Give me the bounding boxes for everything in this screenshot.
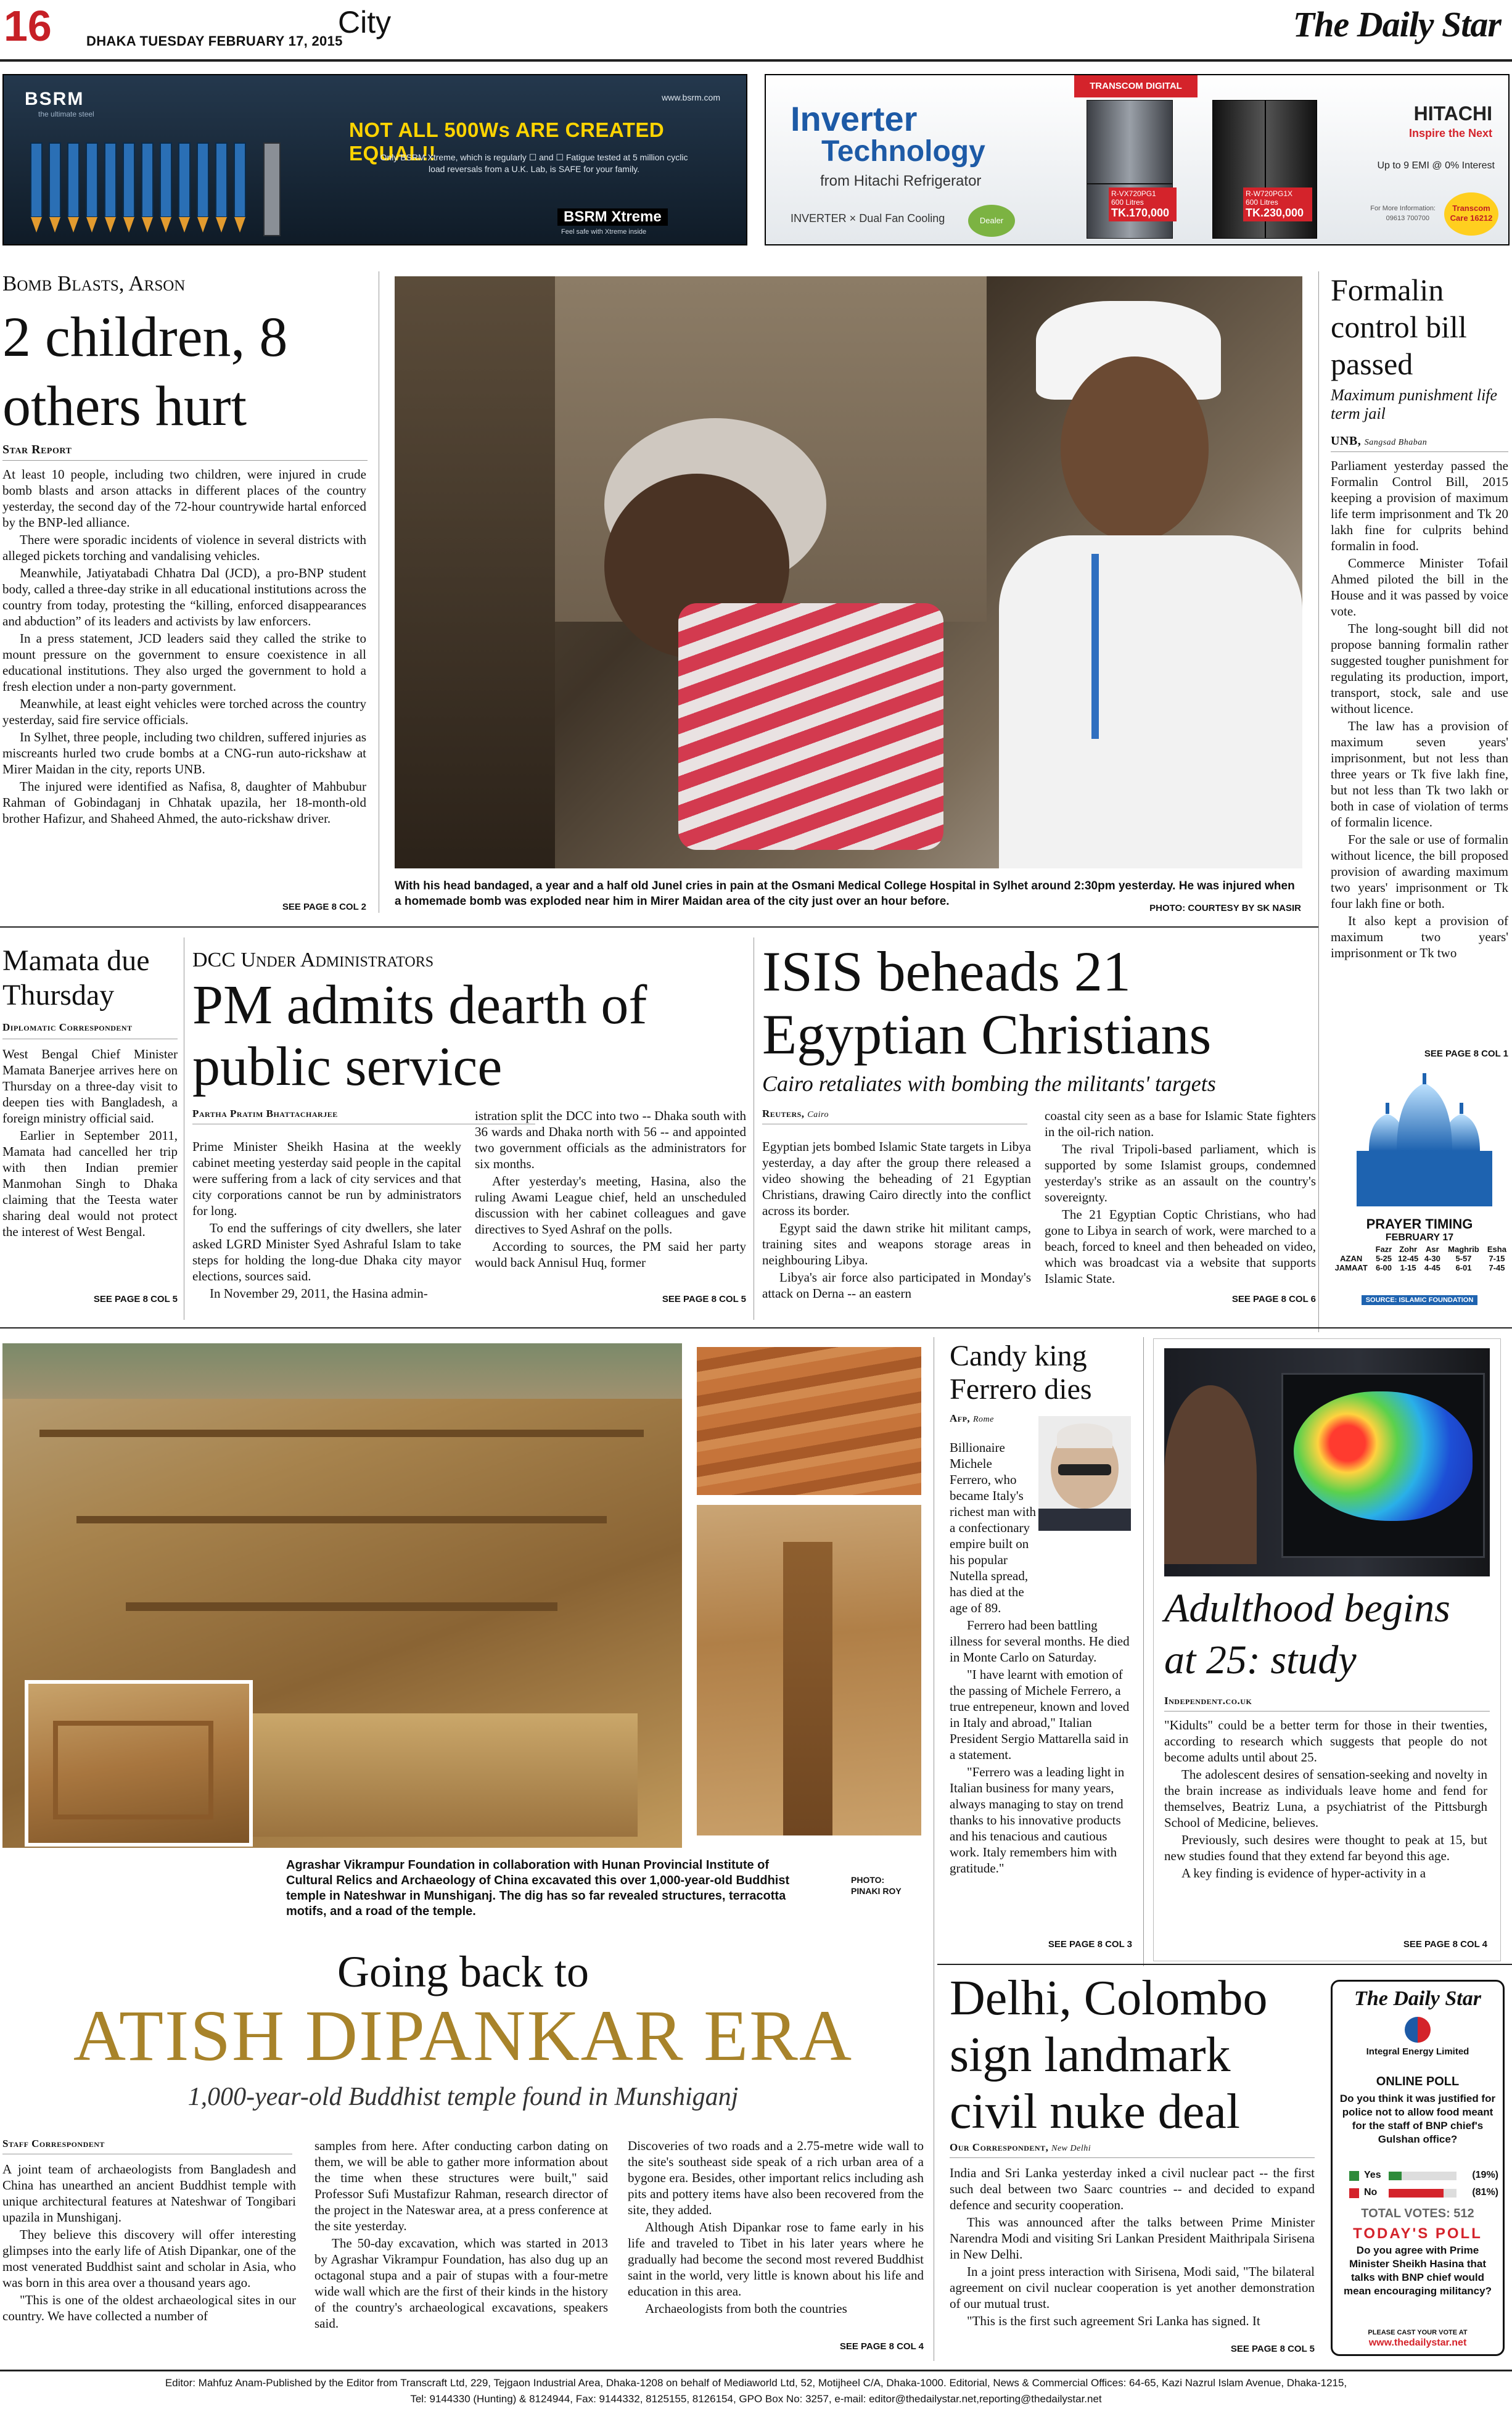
atish-col-3 [628, 2138, 924, 2318]
poll-yes-bar-track [1389, 2172, 1457, 2180]
nuke-paragraph: "This is the first such agreement Sri Lanka has signed. It [967, 2313, 1260, 2328]
poll-sponsor: Integral Energy Limited [1366, 2046, 1469, 2057]
fridge-2-price: TK.230,000 [1246, 207, 1304, 219]
formalin-paragraph: The long-sought bill did not propose banning formalin rather suggested tougher punishment for regulating its production, import, transport, stock, sale and use without licence. [1331, 621, 1508, 716]
atish-headline-main: ATISH DIPANKAR ERA [73, 1995, 853, 2076]
dcc-paragraph: After yesterday's meeting, Hasina, also the ruling Awami League chief, held an unscheduled discussion with her cabinet colleagues and gave directives to Syed Ashraf on the polls. [475, 1174, 746, 1237]
formalin-paragraph: For the sale or use of formalin without licence, the bill proposed provision of awarding maximum two years' imprisonment or Tk four lakh fine or both. [1331, 832, 1508, 911]
fridge-1-model: R-VX720PG1 [1111, 189, 1156, 198]
transcom-care-badge: Transcom Care 16212 [1444, 192, 1498, 236]
nuke-paragraph: India and Sri Lanka yesterday inked a civil nuclear pact -- the first such deal between two Saarc countries -- and decided to expand defence and security cooperation. [950, 2165, 1315, 2212]
bomb-byline: Star Report [2, 443, 72, 456]
hitachi-sub: from Hitachi Refrigerator [820, 173, 982, 189]
isis-deck: Cairo retaliates with bombing the militants' targets [762, 1071, 1216, 1096]
bsrm-ad[interactable] [2, 74, 747, 245]
nuke-byline-label: Our Correspondent, [950, 2141, 1049, 2153]
ferrero-paragraph: "Ferrero was a leading light in Italian business for many years, always managing to stay on trend thanks to his innovative products and his tenacious and cautious work. Italy remembers him with gratitude." [950, 1765, 1125, 1876]
nuke-headline: Delhi, Colombo sign landmark civil nuke deal [950, 1971, 1268, 2139]
isis-paragraph: Egypt said the dawn strike hit militant camps, training sites and weapons storage areas in neighbouring Libya. [762, 1221, 1031, 1267]
dcc-kicker: DCC Under Administrators [192, 949, 434, 971]
prayer-header: Asr [1425, 1245, 1439, 1254]
fridge-1-size: 600 Litres [1111, 198, 1144, 207]
bsrm-logo: BSRM [25, 89, 84, 109]
nuke-dateline: New Delhi [1051, 2144, 1091, 2153]
yes-check-icon [1349, 2171, 1359, 2181]
ferrero-see-page[interactable]: SEE PAGE 8 COL 3 [1048, 1939, 1132, 1950]
isis-paragraph: The rival Tripoli-based parliament, which is supported by some Islamist groups, condemned yesterday's strike as an assault on the country's sovereignty. [1045, 1142, 1316, 1205]
prayer-header: Zohr [1399, 1245, 1418, 1254]
mamata-paragraph: West Bengal Chief Minister Mamata Banerjee arrives here on Thursday on a three-day visit to deepen ties with Bangladesh, a foreign ministry official said. [2, 1047, 178, 1126]
isis-col-1 [762, 1139, 1031, 1303]
prayer-cell: AZAN [1340, 1254, 1363, 1263]
bomb-byline-rule [2, 460, 368, 461]
formalin-see-page[interactable]: SEE PAGE 8 COL 1 [1424, 1048, 1508, 1059]
poll-no-label: No [1364, 2187, 1378, 2198]
prayer-cell: 12-45 [1398, 1254, 1419, 1263]
atish-col-1 [2, 2161, 296, 2325]
isis-col-2 [1045, 1108, 1316, 1288]
bsrm-url: www.bsrm.com [662, 93, 720, 102]
prayer-header [1329, 1245, 1373, 1254]
fridge-2-price-tag [1243, 187, 1312, 221]
atish-paragraph: They believe this discovery will offer interesting glimpses into the early life of Atish Dipankar, one of the most venerated Buddhist saint and scholar in Asia, who was born in this area over a thousand years ago. [2, 2227, 296, 2290]
bsrm-product: BSRM Xtreme [557, 208, 668, 226]
poll-today-question: Do you agree with Prime Minister Sheikh Hasina that talks with BNP chief would mean encouraging militancy? [1344, 2244, 1492, 2297]
prayer-header: Fazr [1375, 1245, 1392, 1254]
prayer-header-row [1329, 1245, 1510, 1254]
hitachi-logo: HITACHI [1413, 102, 1492, 125]
nuke-byline-rule [950, 2157, 1315, 2158]
formalin-paragraph: It also kept a provision of maximum two years' imprisonment or Tk two [1331, 913, 1508, 960]
formalin-byline-rule [1331, 451, 1508, 452]
atish-paragraph: "This is one of the oldest archaeological sites in our country. We have collected a number of [2, 2292, 296, 2323]
poll-no-row[interactable] [1338, 2186, 1498, 2201]
atish-paragraph: samples from here. After conducting carbon dating on them, we will be able to gather more information about the time when these structures were built," said Professor Sufi Mustafizur Rahman, research director of the project in the Nateswar area, at a press conference at the site yesterday. [314, 2138, 608, 2233]
footer-line-1: Editor: Mahfuz Anam-Published by the Editor from Transcraft Ltd, 229, Tejgaon Industrial Area, Dhaka-1208 on behalf of Mediaworld Ltd, 52, Motijheel C/A, Dhaka-1000. Editorial, News & Commercial Offices: 64-65, Kazi Nazrul Islam Avenue, Dhaka-1215, [165, 2377, 1347, 2389]
row-rule-3 [937, 1964, 1512, 1965]
formalin-headline: Formalin control bill passed [1331, 273, 1467, 381]
prayer-cell: 5-57 [1455, 1254, 1472, 1263]
atish-paragraph: Archaeologists from both the countries [645, 2301, 847, 2316]
atish-paragraph: Discoveries of two roads and a 2.75-metre wide wall to the site's southeast side speak of a rich urban area of a bygone era. Besides, other important relics including ash pits and pottery items have also been recovered from the site, they added. [628, 2138, 924, 2217]
ferrero-paragraph: Ferrero had been battling illness for several months. He died in Monte Carlo on Saturday. [950, 1618, 1130, 1665]
hitachi-ad[interactable] [765, 74, 1510, 257]
formalin-deck: Maximum punishment life term jail [1331, 386, 1498, 422]
prayer-cell: 6-00 [1375, 1263, 1392, 1272]
mamata-paragraph: Earlier in September 2011, Mamata had cancelled her trip with then Indian premier Manmohan Singh to Dhaka claiming that the Teesta water sharing deal would not protect the interest of West Bengal. [2, 1128, 178, 1239]
atish-byline: Staff Correspondent [2, 2138, 105, 2149]
formalin-paragraph: Commerce Minister Tofail Ahmed piloted the bill in the House and it was passed by voice vote. [1331, 556, 1508, 619]
section-name: City [338, 5, 392, 39]
ferrero-byline [950, 1412, 994, 1425]
hospital-photo-credit: PHOTO: COURTESY BY SK NASIR [1149, 903, 1301, 913]
dcc-col-1 [192, 1139, 461, 1303]
dcc-headline: PM admits dearth of public service [192, 974, 647, 1097]
ferrero-paragraph: Billionaire Michele Ferrero, who became Italy's richest man with a confectionary empire built on his popular Nutella spread, has died at the age of 89. [950, 1440, 1036, 1615]
mamata-byline: Diplomatic Correspondent [2, 1021, 133, 1033]
excavation-caption: Agrashar Vikrampur Foundation in collaboration with Hunan Provincial Institute of Cultural Relics and Archaeology of China excavated this over 1,000-year-old Buddhist temple in Nateshwar in Munshiganj. The dig has so far revealed structures, terracotta motifs, and a road of the temple. [286, 1858, 790, 1918]
nurse-figure [999, 276, 1302, 868]
bomb-headline: 2 children, 8 others hurt [2, 305, 288, 437]
row-rule-1 [0, 926, 1318, 928]
atish-headline-top: Going back to [337, 1947, 589, 1996]
isis-headline: ISIS beheads 21 Egyptian Christians [762, 940, 1212, 1066]
bomb-paragraph: Meanwhile, at least eight vehicles were torched across the country yesterday, said fire service officials. [2, 696, 366, 727]
prayer-row [1329, 1263, 1510, 1272]
formalin-dateline: Sangsad Bhaban [1364, 438, 1428, 447]
adulthood-see-page[interactable]: SEE PAGE 8 COL 4 [1403, 1939, 1487, 1950]
formalin-paragraph: Parliament yesterday passed the Formalin Control Bill, 2015 keeping a provision of maximum life term imprisonment and Tk 20 lakh fine for culprits behind formalin in food. [1331, 458, 1508, 553]
bsrm-tagline: the ultimate steel [38, 110, 94, 118]
dealer-choice-badge: Dealer Choice [968, 205, 1015, 237]
bomb-paragraph: There were sporadic incidents of violence in several districts with alleged pickets torching and vandalising vehicles. [2, 532, 366, 563]
pencil-rods-graphic [22, 131, 312, 239]
nuke-paragraph: This was announced after the talks between Prime Minister Narendra Modi and visiting Sri Lankan President Maithripala Sirisena in New Delhi. [950, 2215, 1315, 2262]
adulthood-headline: Adulthood begins at 25: study [1164, 1586, 1450, 1683]
ferrero-headline: Candy king Ferrero dies [950, 1340, 1092, 1406]
atish-paragraph: The 50-day excavation, which was started in 2013 by Agrashar Vikrampur Foundation, has also dug up an octagonal stupa and a pair of stupas with a four-metre wide wall which are the first of their kinds in the history of the country's archaeological excavations, speakers said. [314, 2236, 608, 2331]
hitachi-emi: Up to 9 EMI @ 0% Interest [1377, 160, 1495, 171]
dcc-paragraph: Prime Minister Sheikh Hasina at the weekly cabinet meeting yesterday said people in the capital were suffering from a lack of city services and that city corporations cannot be run by administrators for long. [192, 1139, 461, 1218]
dcc-paragraph: In November 29, 2011, the Hasina admin- [210, 1286, 428, 1301]
isis-paragraph: Egyptian jets bombed Islamic State targets in Libya yesterday, a day after the group there released a video showing the beheading of 21 Egyptian Christians, drawing Cairo directly into the conflict across its border. [762, 1139, 1031, 1218]
footer-rule [0, 2370, 1512, 2371]
formalin-paragraph: The law has a provision of maximum seven years' imprisonment, but not less than three years or Tk five lakh fine, but not less than Tk two lakh or both in case of violation of terms of formalin licence. [1331, 719, 1508, 830]
dateline: DHAKA TUESDAY FEBRUARY 17, 2015 [86, 33, 343, 49]
dcc-paragraph: istration split the DCC into two -- Dhaka south with 36 wards and Dhaka north with 56 -- and appointed two government officials as the administrators for six months. [475, 1108, 746, 1171]
isis-paragraph: The 21 Egyptian Coptic Christians, who had gone to Libya in search of work, were marched to a beach, forced to kneel and then beheaded on video, which was broadcast via a website that supports Islamic State. [1045, 1207, 1316, 1286]
bsrm-product-tag: Feel safe with Xtreme inside [561, 228, 647, 236]
prayer-cell: 6-01 [1455, 1263, 1472, 1272]
atish-paragraph: Although Atish Dipankar rose to fame early in his life and traveled to Tibet in his later years where he gradually had become the second most revered Buddhist saint in the world, very little is known about his life and education in this area. [628, 2220, 924, 2299]
bomb-paragraph: At least 10 people, including two children, were injured in crude bomb blasts and arson attacks in different places of the country yesterday, the second day of the 72-hour countrywide hartal enforced by the BNP-led alliance. [2, 467, 366, 530]
poll-no-bar [1389, 2189, 1444, 2198]
poll-paper-logo: The Daily Star [1354, 1987, 1481, 2010]
prayer-cell: 7-15 [1489, 1254, 1505, 1263]
isis-agency: Reuters, [762, 1108, 805, 1119]
mamata-body [2, 1046, 178, 1241]
prayer-table [1329, 1245, 1510, 1272]
fridge-1-price-tag [1109, 187, 1177, 221]
road-dig-photo [697, 1505, 921, 1835]
poll-yes-label: Yes [1364, 2170, 1381, 2180]
integral-energy-icon [1405, 2017, 1431, 2043]
transcom-logo: TRANSCOM DIGITAL [1074, 75, 1198, 97]
poll-total: TOTAL VOTES: 512 [1361, 2207, 1474, 2220]
formalin-byline [1331, 434, 1427, 448]
poll-vote-cta: PLEASE CAST YOUR VOTE AT [1368, 2329, 1468, 2336]
bomb-see-page[interactable]: SEE PAGE 8 COL 2 [282, 902, 366, 912]
isis-paragraph: coastal city seen as a base for Islamic State fighters in the oil-rich nation. [1045, 1108, 1316, 1139]
prayer-row [1329, 1254, 1510, 1263]
adulthood-byline-rule [1164, 1711, 1490, 1712]
dcc-paragraph: To end the sufferings of city dwellers, she later asked LGRD Minister Syed Ashraful Islam to take steps for holding the long-due Dhaka city mayor elections, sources said. [192, 1221, 461, 1283]
atish-col-2 [314, 2138, 608, 2333]
prayer-cell: 7-45 [1489, 1263, 1505, 1272]
atish-paragraph: A joint team of archaeologists from Bangladesh and China has unearthed an ancient Buddhist temple with unique architectural features at Nateshwar of Tongibari upazila in Munshiganj. [2, 2162, 296, 2225]
excavation-credit-name: PINAKI ROY [851, 1886, 902, 1896]
prayer-title: PRAYER TIMING [1366, 1216, 1473, 1232]
row-rule-2 [0, 1327, 1512, 1329]
adulthood-paragraph: The adolescent desires of sensation-seeking and novelty in the brain increase as individuals leave home and fend for themselves, Beatriz Luna, a psychiatrist of the Pittsburgh School of Medicine, believes. [1164, 1767, 1487, 1830]
page-number: 16 [4, 2, 52, 50]
mamata-headline: Mamata due Thursday [2, 944, 150, 1011]
atish-see-page[interactable]: SEE PAGE 8 COL 4 [839, 2341, 924, 2352]
bomb-paragraph: In Sylhet, three people, including two children, suffered injuries as miscreants hurled two crude bombs at a CNG-run auto-rickshaw at Mirer Maidan in the city, reports UNB. [2, 730, 366, 777]
poll-yes-pct: (19%) [1472, 2170, 1498, 2180]
adulthood-paragraph: "Kidults" could be a better term for those in their twenties, according to research which suggests that people do not become adults until about 25. [1164, 1718, 1487, 1765]
col-rule-ferrero [1143, 1337, 1144, 1966]
fridge-2-model: R-W720PG1X [1246, 189, 1293, 198]
fridge-1-price: TK.170,000 [1111, 207, 1170, 219]
door-frame [395, 276, 555, 868]
hitachi-headline-1: Inverter [791, 99, 918, 138]
dcc-see-page[interactable]: SEE PAGE 8 COL 5 [662, 1294, 746, 1304]
prayer-cell: 1-15 [1400, 1263, 1416, 1272]
dcc-paragraph: According to sources, the PM said her party would back Annisul Huq, former [475, 1239, 746, 1270]
brain-scan-photo [1164, 1348, 1490, 1576]
prayer-header: Esha [1487, 1245, 1506, 1254]
dcc-byline: Partha Pratim Bhattacharjee [192, 1108, 338, 1119]
poll-title: ONLINE POLL [1376, 2075, 1460, 2088]
poll-yes-row[interactable] [1338, 2169, 1498, 2183]
prayer-date: FEBRUARY 17 [1385, 1232, 1454, 1243]
poll-no-bar-track [1389, 2189, 1457, 2198]
adulthood-paragraph: A key finding is evidence of hyper-activity in a [1181, 1866, 1426, 1881]
prayer-header: Maghrib [1448, 1245, 1479, 1254]
bomb-paragraph: In a press statement, JCD leaders said they called the strike to mount pressure on the government to ensure coexistence in all educational institutions. They also urged the government to hold a fresh election under a non-party government. [2, 631, 366, 694]
dcc-col-2 [475, 1108, 746, 1272]
isis-byline [762, 1108, 829, 1120]
isis-see-page[interactable]: SEE PAGE 8 COL 6 [1231, 1294, 1316, 1304]
prayer-cell: 4-30 [1424, 1254, 1440, 1263]
bomb-body [2, 466, 366, 828]
paper-logo: The Daily Star [1292, 4, 1501, 44]
bomb-paragraph: Meanwhile, Jatiyatabadi Chhatra Dal (JCD), a pro-BNP student body, called a three-day strike in all educational institutions across the country from today, protesting the “killing, enforced disappearances and abduction” of its leaders and activists by law enforcers. [2, 566, 366, 628]
bomb-paragraph: The injured were identified as Nafisa, 8, daughter of Mahbubur Rahman of Gobindaganj in Chhatak upazila, her 18-month-old brother Hafizur, and Shaheed Ahmed, the auto-rickshaw driver. [2, 779, 366, 826]
atish-deck: 1,000-year-old Buddhist temple found in Munshiganj [187, 2083, 739, 2111]
hitachi-brand-tag: Inspire the Next [1408, 127, 1492, 139]
isis-paragraph: Libya's air force also participated in Monday's attack on Derna -- an eastern [762, 1270, 1031, 1301]
prayer-cell: JAMAAT [1334, 1263, 1368, 1272]
poll-no-pct: (81%) [1472, 2187, 1498, 2198]
mosque-domes-graphic [1350, 1071, 1498, 1206]
ferrero-paragraph: "I have learnt with emotion of the passing of Michele Ferrero, a true entrepeneur, known and loved in Italy and abroad," Italian President Sergio Mattarella said in a statement. [950, 1667, 1130, 1762]
ferrero-agency: Afp, [950, 1412, 971, 1424]
adulthood-byline: Independent.co.uk [1164, 1695, 1252, 1707]
formalin-agency: UNB, [1331, 434, 1362, 448]
nuke-paragraph: In a joint press interaction with Sirisena, Modi said, "The bilateral agreement on civil nuclear cooperation is yet another demonstration of our mutual trust. [950, 2264, 1315, 2311]
hospital-photo [395, 276, 1302, 868]
isis-dateline: Cairo [807, 1110, 829, 1119]
terracotta-photo [697, 1347, 921, 1495]
adulthood-body [1164, 1717, 1487, 1882]
ferrero-body [950, 1440, 1132, 1877]
poll-question: Do you think it was justified for police not to allow food meant for the staff of BNP chief's Gulshan office? [1339, 2093, 1496, 2145]
bomb-kicker: Bomb Blasts, Arson [2, 271, 186, 295]
hitachi-headline-2: Technology [821, 135, 985, 168]
masthead-rule [0, 59, 1512, 62]
bsrm-headline: NOT ALL 500Ws ARE CREATED EQUAL!! [349, 118, 665, 165]
formalin-body [1331, 458, 1508, 962]
poll-vote-url[interactable]: www.thedailystar.net [1368, 2338, 1467, 2348]
adulthood-paragraph: Previously, such desires were thought to peak at 15, but new studies found that they extend far beyond this age. [1164, 1832, 1487, 1863]
excavation-credit-label: PHOTO: [851, 1875, 885, 1885]
poll-today-title: TODAY'S POLL [1353, 2225, 1482, 2242]
hitachi-phone: 09613 700700 [1386, 215, 1429, 222]
child-figure [580, 418, 974, 850]
nuke-body [950, 2165, 1315, 2330]
fridge-2-size: 600 Litres [1246, 198, 1278, 207]
mamata-see-page[interactable]: SEE PAGE 8 COL 5 [93, 1294, 178, 1304]
hospital-photo-caption: With his head bandaged, a year and a half old Junel cries in pain at the Osmani Medical College Hospital in Sylhet around 2:30pm yesterday. He was injured when a homemade bomb was exploded near him in Mirer Maidan area of the city just over an hour before. [395, 880, 1295, 908]
nuke-byline [950, 2141, 1091, 2154]
prayer-source: SOURCE: ISLAMIC FOUNDATION [1362, 1295, 1477, 1305]
hitachi-info: For More Information: [1370, 205, 1436, 212]
prayer-cell: 4-45 [1424, 1263, 1440, 1272]
footer-line-2: Tel: 9144330 (Hunting) & 8124944, Fax: 9144332, 8125155, 8126154, GPO Box No: 3257, e-mail: editor@thedailystar.net,reporting@thedailystar.net [410, 2393, 1102, 2405]
ferrero-dateline: Rome [972, 1415, 994, 1424]
hitachi-feature: INVERTER × Dual Fan Cooling [791, 212, 945, 225]
excavation-inset-photo [25, 1680, 253, 1847]
col-rule-right [1318, 271, 1319, 1332]
nuke-see-page[interactable]: SEE PAGE 8 COL 5 [1230, 2344, 1315, 2354]
prayer-cell: 5-25 [1375, 1254, 1392, 1263]
bsrm-body: Only BSRM Xtreme, which is regularly ☐ and ☐ Fatigue tested at 5 million cyclic load reversals from a U.K. Lab, is SAFE for your family. [380, 152, 688, 174]
poll-yes-bar [1389, 2172, 1402, 2180]
no-cross-icon [1349, 2188, 1359, 2198]
